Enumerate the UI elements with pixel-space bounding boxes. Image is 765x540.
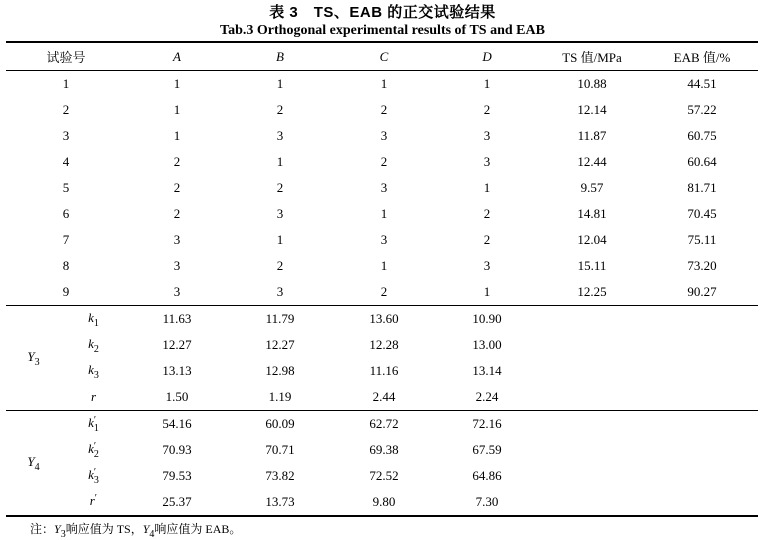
stat-value-cell: 9.80 [372, 494, 396, 509]
math-var-sub: 2 [93, 449, 99, 460]
stat-label-cell [61, 463, 126, 489]
run-value-cell: 12.04 [577, 232, 607, 247]
math-var-prime: ′ [93, 441, 97, 452]
stat-value-cell: 1.19 [268, 389, 292, 404]
math-var-sub: 3 [93, 370, 99, 381]
run-value-cell: 3 [483, 128, 491, 143]
stat-label-cell [61, 358, 126, 384]
run-number-cell: 3 [62, 128, 70, 143]
run-row [6, 201, 758, 227]
stat-value-cell: 7.30 [475, 494, 499, 509]
header-row [6, 42, 758, 71]
math-var-base: Y [27, 454, 35, 469]
stat-value-cell: 73.82 [265, 468, 295, 483]
math-var-sub: 3 [93, 475, 99, 486]
math-var-prime: ′ [93, 415, 97, 426]
stat-row [6, 489, 758, 516]
stat-value-cell: 72.16 [472, 416, 502, 431]
header-factor-d: D [482, 48, 492, 64]
stat-value-cell: 2.24 [475, 389, 499, 404]
y4-stats-body [6, 411, 758, 517]
run-row [6, 123, 758, 149]
empty-cell [538, 358, 646, 384]
empty-cell [646, 332, 758, 358]
math-var-base: k [88, 310, 94, 325]
header-factor-a: A [173, 48, 181, 64]
run-value-cell: 12.44 [577, 154, 607, 169]
run-value-cell: 2 [173, 154, 181, 169]
run-value-cell: 2 [276, 180, 284, 195]
run-value-cell: 2 [483, 206, 491, 221]
math-var [142, 522, 155, 540]
math-var-base: k [88, 467, 94, 482]
footnote-y4-symbol [142, 522, 155, 540]
run-value-cell: 1 [276, 76, 284, 91]
run-value-cell: 3 [276, 284, 284, 299]
empty-cell [538, 437, 646, 463]
stat-label-cell [61, 411, 126, 438]
run-value-cell: 60.75 [687, 128, 717, 143]
math-var [88, 336, 99, 355]
math-var-sub: 4 [149, 529, 155, 540]
stat-value-cell: 67.59 [472, 442, 502, 457]
math-var [27, 454, 40, 473]
run-value-cell: 1 [483, 284, 491, 299]
stat-value-cell: 13.73 [265, 494, 295, 509]
math-var [88, 310, 99, 329]
run-value-cell: 2 [276, 258, 284, 273]
run-number-cell: 2 [62, 102, 70, 117]
stat-value-cell: 13.60 [369, 311, 399, 326]
run-value-cell: 1 [380, 206, 388, 221]
header-ts: TS 值/MPa [562, 50, 622, 65]
run-value-cell: 60.64 [687, 154, 717, 169]
math-var [88, 467, 99, 486]
math-var-base: r [89, 493, 95, 508]
math-var-sub: 1 [93, 423, 99, 434]
run-row [6, 149, 758, 175]
run-value-cell: 2 [276, 102, 284, 117]
run-number-cell: 6 [62, 206, 70, 221]
empty-cell [538, 306, 646, 333]
stat-value-cell: 1.50 [165, 389, 189, 404]
stat-row [6, 463, 758, 489]
empty-cell [538, 489, 646, 516]
run-value-cell: 44.51 [687, 76, 717, 91]
stat-label-cell [61, 437, 126, 463]
footnote-y3-symbol [54, 522, 66, 540]
stat-value-cell: 12.27 [162, 337, 192, 352]
run-value-cell: 2 [483, 102, 491, 117]
run-value-cell: 2 [173, 206, 181, 221]
math-var-scripts [94, 417, 99, 433]
run-value-cell: 1 [483, 76, 491, 91]
run-value-cell: 1 [276, 232, 284, 247]
math-var-scripts [94, 469, 99, 485]
stat-value-cell: 72.52 [369, 468, 399, 483]
stat-value-cell: 10.90 [472, 311, 502, 326]
run-number-cell: 9 [62, 284, 70, 299]
stat-row [6, 411, 758, 438]
run-value-cell: 2 [380, 102, 388, 117]
math-var [27, 349, 40, 368]
run-row [6, 71, 758, 98]
run-value-cell: 57.22 [687, 102, 717, 117]
math-var-scripts [94, 338, 99, 354]
stat-row [6, 332, 758, 358]
stat-row [6, 384, 758, 411]
empty-cell [646, 358, 758, 384]
empty-cell [646, 306, 758, 333]
run-value-cell: 3 [380, 232, 388, 247]
run-row [6, 227, 758, 253]
header-factor-c: C [379, 48, 389, 64]
run-value-cell: 1 [276, 154, 284, 169]
run-value-cell: 1 [173, 76, 181, 91]
empty-cell [538, 384, 646, 411]
table-header [6, 42, 758, 71]
run-row [6, 253, 758, 279]
run-value-cell: 9.57 [580, 180, 604, 195]
run-number-cell: 4 [62, 154, 70, 169]
math-var-sub: 4 [34, 462, 40, 473]
run-value-cell: 70.45 [687, 206, 717, 221]
stat-value-cell: 12.98 [265, 363, 295, 378]
run-value-cell: 3 [380, 128, 388, 143]
math-var-base: k [88, 415, 94, 430]
stat-value-cell: 13.14 [472, 363, 502, 378]
math-var [88, 441, 99, 460]
run-value-cell: 2 [380, 284, 388, 299]
run-value-cell: 3 [483, 258, 491, 273]
math-var-scripts [94, 312, 99, 328]
run-value-cell: 75.11 [687, 232, 717, 247]
run-value-cell: 12.25 [577, 284, 607, 299]
math-var [91, 389, 96, 404]
run-value-cell: 2 [483, 232, 491, 247]
run-value-cell: 1 [173, 102, 181, 117]
stat-value-cell: 12.27 [265, 337, 295, 352]
math-var-sub: 1 [93, 318, 99, 329]
stat-label-cell [61, 332, 126, 358]
stat-value-cell: 11.16 [369, 363, 399, 378]
empty-cell [646, 437, 758, 463]
stat-label-cell [61, 489, 126, 516]
run-value-cell: 1 [173, 128, 181, 143]
run-value-cell: 2 [173, 180, 181, 195]
run-number-cell: 1 [62, 76, 70, 91]
math-var-base: k [88, 336, 94, 351]
stat-value-cell: 79.53 [162, 468, 192, 483]
run-value-cell: 15.11 [577, 258, 607, 273]
run-value-cell: 14.81 [577, 206, 607, 221]
math-var [54, 522, 66, 540]
run-value-cell: 1 [380, 76, 388, 91]
math-var-base: k [88, 362, 94, 377]
math-var [88, 415, 99, 434]
math-var-sub: 2 [93, 344, 99, 355]
stat-value-cell: 60.09 [265, 416, 295, 431]
stat-row [6, 358, 758, 384]
math-var-base: r [90, 389, 97, 404]
run-number-cell: 5 [62, 180, 70, 195]
math-var [88, 362, 99, 381]
run-value-cell: 10.88 [577, 76, 607, 91]
math-var-sub: 3 [60, 529, 66, 540]
stat-label-cell [61, 306, 126, 333]
run-value-cell: 90.27 [687, 284, 717, 299]
run-value-cell: 3 [380, 180, 388, 195]
stat-value-cell: 11.79 [265, 311, 295, 326]
table-title-en: Tab.3 Orthogonal experimental results of TS and EAB [220, 23, 545, 38]
run-number-cell: 8 [62, 258, 70, 273]
table-title-zh: 表 3 TS、EAB 的正交试验结果 [269, 4, 496, 21]
run-row [6, 279, 758, 306]
math-var-scripts [95, 495, 98, 511]
run-value-cell: 73.20 [687, 258, 717, 273]
run-value-cell: 1 [483, 180, 491, 195]
empty-cell [646, 411, 758, 438]
math-var-scripts [35, 351, 40, 367]
stat-value-cell: 2.44 [372, 389, 396, 404]
math-var [90, 493, 98, 508]
empty-cell [646, 489, 758, 516]
empty-cell [538, 411, 646, 438]
run-value-cell: 2 [380, 154, 388, 169]
stat-value-cell: 70.93 [162, 442, 192, 457]
run-row [6, 175, 758, 201]
run-value-cell: 3 [276, 128, 284, 143]
stat-value-cell: 25.37 [162, 494, 192, 509]
run-value-cell: 12.14 [577, 102, 607, 117]
stat-value-cell: 54.16 [162, 416, 192, 431]
math-var-sub [95, 502, 98, 511]
stat-value-cell: 13.13 [162, 363, 192, 378]
math-var-base: Y [27, 349, 35, 364]
stat-value-cell: 70.71 [265, 442, 295, 457]
run-value-cell: 3 [483, 154, 491, 169]
stat-value-cell: 13.00 [472, 337, 502, 352]
run-value-cell: 3 [173, 232, 181, 247]
empty-cell [646, 384, 758, 411]
math-var-prime: ′ [93, 467, 97, 478]
stat-label-cell [61, 384, 126, 411]
stat-row [6, 437, 758, 463]
stat-value-cell: 64.86 [472, 468, 502, 483]
run-value-cell: 3 [276, 206, 284, 221]
math-var-scripts [35, 456, 40, 472]
empty-cell [538, 463, 646, 489]
empty-cell [538, 332, 646, 358]
math-var-base: k [88, 441, 94, 456]
math-var-base: Y [142, 522, 150, 536]
header-factor-b: B [276, 48, 284, 64]
run-value-cell: 3 [173, 258, 181, 273]
orthogonal-results-table [6, 41, 758, 517]
run-row [6, 97, 758, 123]
run-number-cell: 7 [62, 232, 70, 247]
run-value-cell: 3 [173, 284, 181, 299]
math-var-sub: 3 [34, 357, 40, 368]
table-footnote [30, 522, 765, 539]
y3-stats-body [6, 306, 758, 411]
run-value-cell: 81.71 [687, 180, 717, 195]
stat-value-cell: 12.28 [369, 337, 399, 352]
math-var-prime: ′ [94, 493, 97, 504]
stat-value-cell: 62.72 [369, 416, 399, 431]
footnote-prefix: 注： [30, 522, 55, 536]
run-value-cell: 1 [380, 258, 388, 273]
response-label-cell [6, 306, 61, 411]
math-var-scripts [94, 364, 99, 380]
math-var-base: Y [54, 522, 61, 536]
stat-value-cell: 69.38 [369, 442, 399, 457]
math-var-scripts [94, 443, 99, 459]
response-label-cell [6, 411, 61, 517]
runs-body [6, 71, 758, 306]
footnote-suffix: 响应值为 EAB。 [154, 522, 242, 536]
footnote-mid: 响应值为 TS， [65, 522, 143, 536]
header-trial: 试验号 [46, 50, 86, 65]
run-value-cell: 11.87 [577, 128, 607, 143]
stat-value-cell: 11.63 [162, 311, 192, 326]
empty-cell [646, 463, 758, 489]
stat-row [6, 306, 758, 333]
header-eab: EAB 值/% [673, 50, 731, 65]
